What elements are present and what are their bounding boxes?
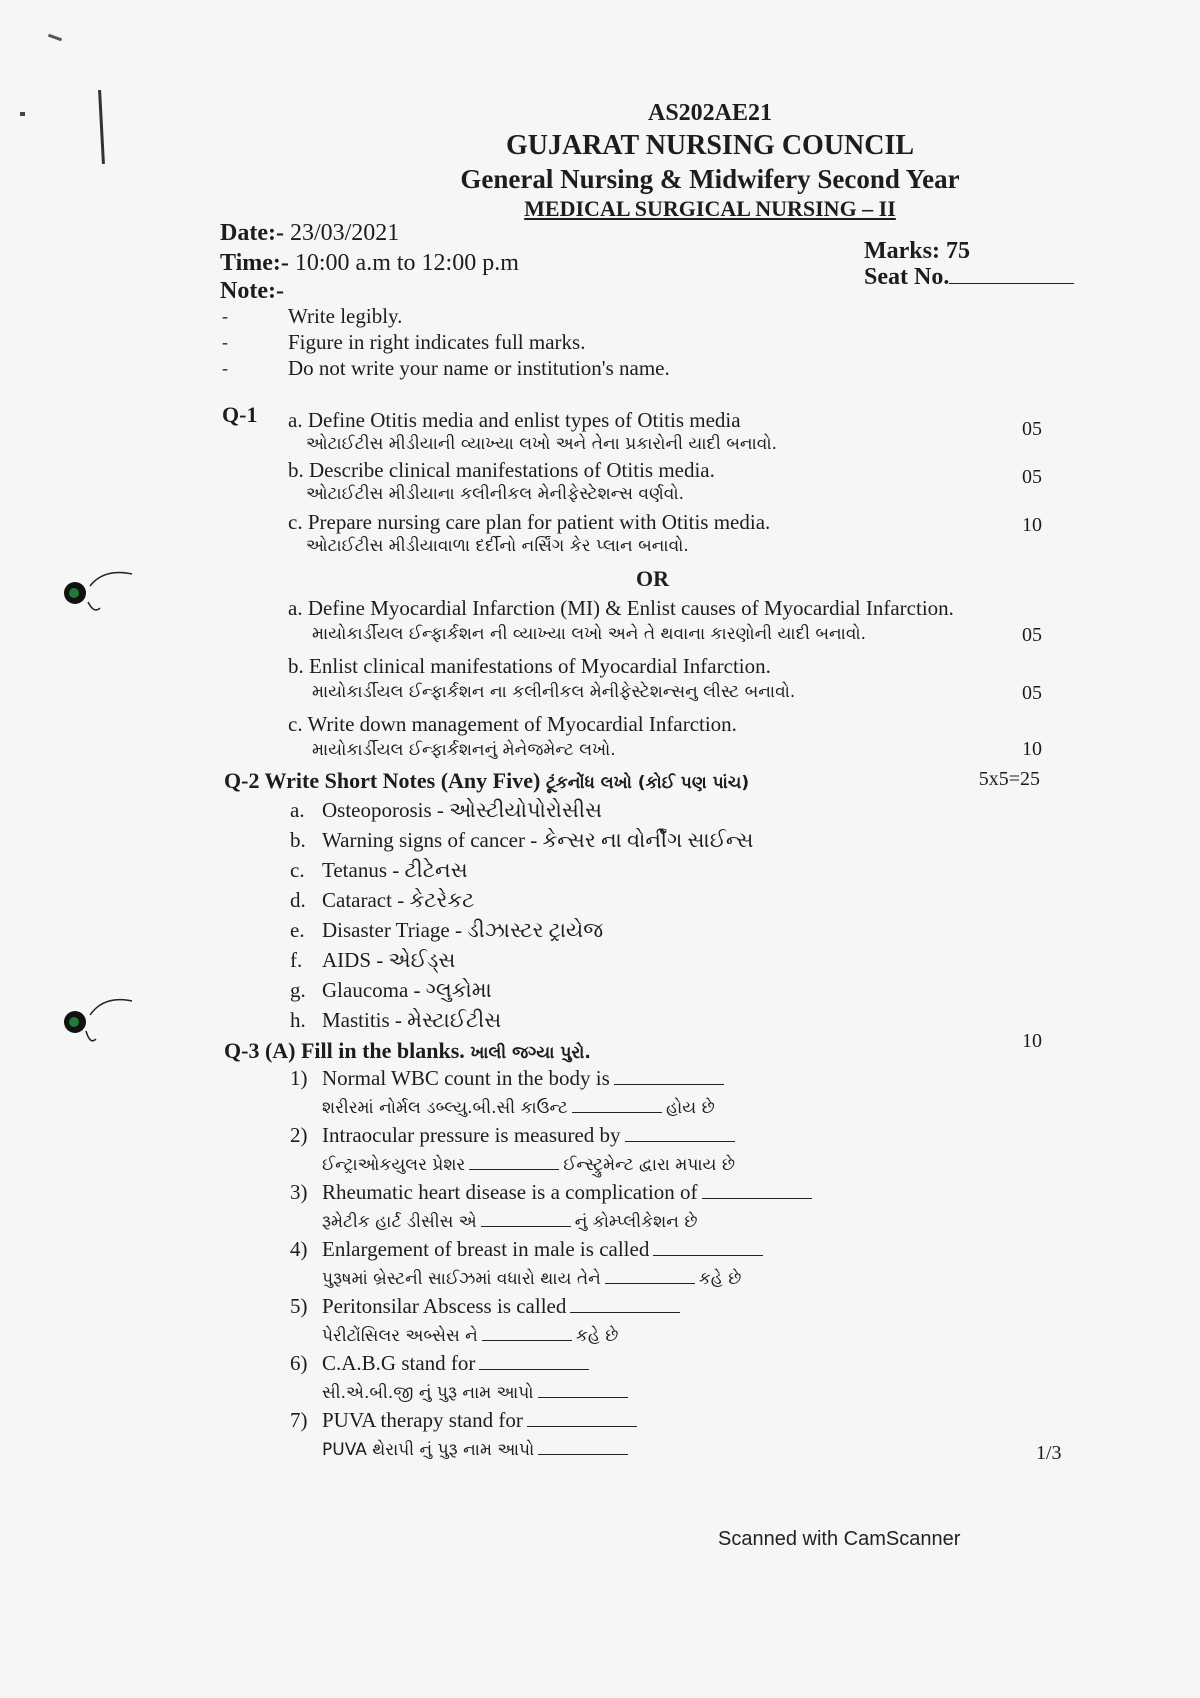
- q2-item-text: Disaster Triage - ડીઝાસ્ટર ટ્રાયેજ: [322, 918, 604, 942]
- marks-value: 75: [945, 238, 970, 264]
- q1-alt-b-gu: માયોકાર્ડીયલ ઈન્ફાર્કશન ના કલીનીકલ મેનીફેસ્ટેશન્સનુ લીસ્ટ બનાવો.: [312, 682, 796, 702]
- q1-alt-a-en: a. Define Myocardial Infarction (MI) & Enlist causes of Myocardial Infarction.: [288, 596, 954, 620]
- q2-item: [290, 948, 455, 973]
- q3-item-gu: [322, 1208, 697, 1232]
- q3-answer-blank[interactable]: [653, 1237, 763, 1256]
- q3-item: [290, 1237, 763, 1262]
- q2-item-letter: d.: [290, 888, 306, 912]
- q3-item-number: 1): [290, 1066, 308, 1090]
- q3-heading-gu: ખાલી જગ્યા પુરો.: [470, 1043, 591, 1063]
- q3-item: [290, 1294, 680, 1319]
- date-value: 23/03/2021: [289, 220, 400, 246]
- q3-marks: 10: [1022, 1030, 1042, 1052]
- q1-alt-b-marks: 05: [1022, 682, 1042, 704]
- q3-answer-blank[interactable]: [625, 1123, 735, 1142]
- q1-alt-b-en: b. Enlist clinical manifestations of Myocardial Infarction.: [288, 654, 771, 678]
- q3-item-number: 3): [290, 1180, 308, 1204]
- q3-item-text: Enlargement of breast in male is called: [322, 1237, 650, 1261]
- q2-item: [290, 918, 603, 943]
- q2-item-letter: c.: [290, 858, 305, 882]
- q3-item-gu: [322, 1436, 632, 1460]
- q3-item-gu-post: ઈન્સ્ટ્રુમેન્ટ દ્વારા મપાય છે: [563, 1155, 736, 1175]
- q3-item-gu: [322, 1094, 715, 1118]
- q3-item-number: 4): [290, 1237, 308, 1261]
- q3-answer-blank-gu[interactable]: [469, 1151, 559, 1170]
- q3-answer-blank[interactable]: [479, 1351, 589, 1370]
- q2-item-text: Cataract - કેટરેકટ: [322, 888, 475, 912]
- marks-label: Marks:: [864, 238, 940, 264]
- q3-item-gu-pre: ઈન્ટ્રાઓકયુલર પ્રેશર: [322, 1155, 466, 1175]
- seat-line: [864, 264, 1074, 291]
- q3-item-gu-pre: પુરૂષમાં બ્રેસ્ટની સાઈઝમાં વધારો થાય તેને: [322, 1269, 601, 1289]
- time-label: Time:-: [220, 250, 289, 276]
- q3-answer-blank-gu[interactable]: [538, 1436, 628, 1455]
- paper-code: AS202AE21: [647, 100, 773, 126]
- q3-item-gu: [322, 1151, 735, 1175]
- q1-item-b-marks: 05: [1022, 466, 1042, 488]
- time-value: 10:00 a.m to 12:00 p.m: [294, 250, 519, 276]
- q2-item: [290, 888, 474, 913]
- q2-item: [290, 978, 492, 1003]
- q3-item-gu: [322, 1265, 741, 1289]
- date-line: [220, 220, 399, 247]
- scanner-watermark: Scanned with CamScanner: [718, 1528, 961, 1550]
- q1-item-c-gu: ઓટાઈટીસ મીડીયાવાળા દર્દીનો નર્સિંગ કેર પ્લાન બનાવો.: [306, 536, 689, 556]
- course-title: General Nursing & Midwifery Second Year: [460, 164, 960, 194]
- time-line: [220, 250, 519, 277]
- q3-heading: [224, 1038, 591, 1064]
- q2-item: [290, 798, 602, 823]
- q1-item-b-gu: ઓટાઈટીસ મીડીયાના કલીનીકલ મેનીફેસ્ટેશન્સ વર્ણવો.: [306, 484, 685, 504]
- q3-answer-blank-gu[interactable]: [572, 1094, 662, 1113]
- q3-answer-blank[interactable]: [614, 1066, 724, 1085]
- q1-alt-c-gu: માયોકાર્ડીયલ ઈન્ફાર્કશનનું મેનેજમેન્ટ લખો.: [312, 740, 616, 760]
- q3-item-number: 2): [290, 1123, 308, 1147]
- q2-item-text: Mastitis - મેસ્ટાઈટીસ: [322, 1008, 502, 1032]
- page-number: 1/3: [1036, 1442, 1062, 1464]
- q2-item-letter: f.: [290, 948, 303, 972]
- note-bullet: -: [222, 358, 228, 378]
- q2-item: [290, 858, 468, 883]
- note-item: Write legibly.: [288, 304, 403, 328]
- q3-item-gu: [322, 1322, 618, 1346]
- seat-number-field[interactable]: [949, 265, 1074, 284]
- q2-heading: [224, 768, 749, 794]
- subject-title: MEDICAL SURGICAL NURSING – II: [524, 196, 896, 221]
- q1-item-a-en: a. Define Otitis media and enlist types of Otitis media: [288, 408, 741, 432]
- punch-hole-mark: [60, 995, 140, 1055]
- q3-item-text: Intraocular pressure is measured by: [322, 1123, 621, 1147]
- q3-item-gu-pre: પેરીટોંસિલર અબ્સેસ ને: [322, 1326, 478, 1346]
- q3-item-number: 6): [290, 1351, 308, 1375]
- q2-marks: 5x5=25: [978, 768, 1040, 790]
- q3-item: [290, 1123, 735, 1148]
- q2-item: [290, 828, 753, 853]
- q3-answer-blank[interactable]: [702, 1180, 812, 1199]
- q3-item-gu-pre: રૂમેટીક હાર્ટ ડીસીસ એ: [322, 1212, 477, 1232]
- q1-or: OR: [636, 566, 669, 591]
- q3-answer-blank-gu[interactable]: [481, 1208, 571, 1227]
- q3-item-gu-pre: શરીરમાં નોર્મલ ડબ્લ્યુ.બી.સી કાઉન્ટ: [322, 1098, 568, 1118]
- q3-answer-blank[interactable]: [570, 1294, 680, 1313]
- note-item: Figure in right indicates full marks.: [288, 330, 586, 354]
- q3-item-number: 7): [290, 1408, 308, 1432]
- note-item: Do not write your name or institution's name.: [288, 356, 670, 380]
- q1-item-a-gu: ઓટાઈટીસ મીડીયાની વ્યાખ્યા લખો અને તેના પ્રકારોની યાદી બનાવો.: [306, 434, 777, 454]
- q3-item: [290, 1408, 637, 1433]
- q1-alt-c-en: c. Write down management of Myocardial Infarction.: [288, 712, 737, 736]
- q2-heading-en: Q-2 Write Short Notes (Any Five): [224, 768, 541, 793]
- q1-label: Q-1: [222, 402, 258, 427]
- q2-item-text: Osteoporosis - ઓસ્ટીયોપોરોસીસ: [322, 798, 602, 822]
- q3-item: [290, 1066, 724, 1091]
- q3-answer-blank-gu[interactable]: [482, 1322, 572, 1341]
- q3-answer-blank-gu[interactable]: [538, 1379, 628, 1398]
- q3-answer-blank-gu[interactable]: [605, 1265, 695, 1284]
- marks-line: [864, 238, 970, 265]
- q1-alt-c-marks: 10: [1022, 738, 1042, 760]
- q3-item-gu-post: કહે છે: [698, 1269, 742, 1289]
- q2-item-text: Tetanus - ટીટેનસ: [322, 858, 468, 882]
- council-title: GUJARAT NURSING COUNCIL: [505, 130, 915, 161]
- q3-heading-en: Q-3 (A) Fill in the blanks.: [224, 1038, 465, 1063]
- q3-item-gu: [322, 1379, 632, 1403]
- q2-item-text: AIDS - એઈડ્સ: [322, 948, 456, 972]
- q1-item-c-en: c. Prepare nursing care plan for patient with Otitis media.: [288, 510, 771, 534]
- q3-item: [290, 1180, 812, 1205]
- q2-heading-gu: ટૂંકનોંધ લખો (કોઈ પણ પાંચ): [545, 773, 750, 793]
- q3-item-gu-post: કહે છે: [575, 1326, 619, 1346]
- q3-item-text: PUVA therapy stand for: [322, 1408, 523, 1432]
- date-label: Date:-: [220, 220, 284, 246]
- q3-item-gu-post: હોય છે: [665, 1098, 715, 1118]
- q1-alt-a-marks: 05: [1022, 624, 1042, 646]
- q2-item-text: Warning signs of cancer - કેન્સર ના વોર્નીંગ સાઈન્સ: [322, 828, 754, 852]
- q3-item-text: C.A.B.G stand for: [322, 1351, 476, 1375]
- q2-item-letter: b.: [290, 828, 306, 852]
- q3-item-number: 5): [290, 1294, 308, 1318]
- q3-item-text: Normal WBC count in the body is: [322, 1066, 610, 1090]
- q1-alt-a-gu: માયોકાર્ડીયલ ઈન્ફાર્કશન ની વ્યાખ્યા લખો અને તે થવાના કારણોની યાદી બનાવો.: [312, 624, 867, 644]
- q3-item-text: Peritonsilar Abscess is called: [322, 1294, 567, 1318]
- q2-item-letter: a.: [290, 798, 305, 822]
- q1-item-b-en: b. Describe clinical manifestations of Otitis media.: [288, 458, 715, 482]
- speck: [48, 34, 62, 42]
- q1-item-a-marks: 05: [1022, 418, 1042, 440]
- q2-item-letter: h.: [290, 1008, 306, 1032]
- q2-item: [290, 1008, 501, 1033]
- q3-item-gu-pre: સી.એ.બી.જી નું પુરૂ નામ આપો: [322, 1383, 534, 1403]
- note-label: Note:-: [220, 278, 284, 304]
- q3-item-gu-post: નું કોમ્પ્લીકેશન છે: [574, 1212, 698, 1232]
- q2-item-letter: e.: [290, 918, 305, 942]
- q1-item-c-marks: 10: [1022, 514, 1042, 536]
- q3-item: [290, 1351, 589, 1376]
- seat-label: Seat No.: [864, 264, 950, 290]
- q2-item-letter: g.: [290, 978, 306, 1002]
- q2-item-text: Glaucoma - ગ્લુકોમા: [322, 978, 492, 1002]
- q3-item-gu-pre: PUVA થેરાપી નું પુરૂ નામ આપો: [322, 1440, 535, 1460]
- q3-answer-blank[interactable]: [527, 1408, 637, 1427]
- q3-item-text: Rheumatic heart disease is a complication of: [322, 1180, 698, 1204]
- note-bullet: -: [222, 332, 228, 352]
- punch-hole-mark: [60, 568, 140, 628]
- note-bullet: -: [222, 306, 228, 326]
